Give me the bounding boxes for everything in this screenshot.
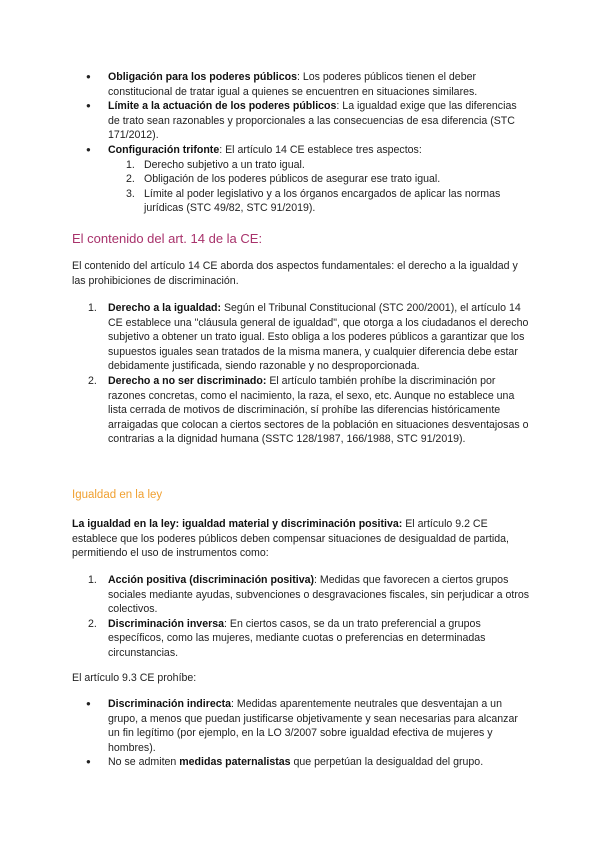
list-item xyxy=(72,187,530,216)
item-number: 2. xyxy=(126,173,135,186)
list-item xyxy=(72,374,530,447)
item-bold: Obligación para los poderes públicos xyxy=(108,71,297,83)
item-pre: No se admiten xyxy=(108,756,180,769)
item-bold: Configuración trifonte xyxy=(108,143,220,156)
item-bold: Derecho a la igualdad: xyxy=(108,302,222,314)
item-bold: Discriminación inversa xyxy=(108,617,224,630)
intro-text: El artículo 9.2 CE establece que los poderes públicos deben compensar situaciones de desigualdad de partida, permitiendo el uso de instrumentos como: xyxy=(72,518,509,560)
item-text: : Medidas aparentemente neutrales que desventajan a un grupo, a menos que puedan justificarse objetivamente y sean necesarias para alcanzar un fin legítimo (por ejemplo, en la LO 3/2007 sobre igualdad efectiva de mujeres y hombres). xyxy=(108,698,518,754)
section2-numbered-list xyxy=(72,573,530,661)
item-bold: Discriminación indirecta xyxy=(108,698,232,710)
item-text: : Medidas que favorecen a ciertos grupos sociales mediante ayudas, subvenciones o desgravaciones fiscales, sin perjudicar a otros colectivos. xyxy=(108,574,530,616)
item-number: 3. xyxy=(126,187,135,200)
list-item xyxy=(72,99,530,143)
list-item xyxy=(72,573,530,617)
item-number: 1. xyxy=(126,158,135,171)
item-bold: Límite a la actuación de los poderes públicos xyxy=(108,100,337,113)
item-text: : El artículo 14 CE establece tres aspectos: xyxy=(219,143,422,156)
list-item xyxy=(72,301,530,374)
item-text: El artículo también prohíbe la discriminación por razones concretas, como el nacimiento, la raza, el sexo, etc. Aunque no establece una lista cerrada de motivos de discriminación, sí prohíbe las diferencias históricamente arraigadas que colocan a ciertos sectores de la población en situaciones desventajosas o contrarias a la dignidad humana (SSTC 128/1987, 166/1988, STC 91/2019). xyxy=(108,374,529,446)
list-item xyxy=(72,697,530,755)
item-number: 2. xyxy=(88,617,97,630)
item-text: Obligación de los poderes públicos de asegurar ese trato igual. xyxy=(144,173,441,186)
item-number: 1. xyxy=(88,574,97,586)
item-text: que perpetúan la desigualdad del grupo. xyxy=(290,756,484,769)
item-text: : La igualdad exige que las diferencias de trato sean razonables y proporcionales a las consecuencias de esa diferencia (STC 171/2012). xyxy=(108,100,517,142)
list-item xyxy=(72,143,530,158)
item-bold: Acción positiva (discriminación positiva) xyxy=(108,574,315,586)
list-item xyxy=(72,158,530,173)
section1-intro: El contenido del artículo 14 CE aborda dos aspectos fundamentales: el derecho a la igualdad y las prohibiciones de discriminación. xyxy=(72,260,518,287)
section-heading-contenido: El contenido del art. 14 de la CE: xyxy=(72,231,263,246)
trifonte-sublist xyxy=(72,158,530,216)
section1-numbered-list xyxy=(72,301,530,447)
list-item xyxy=(72,172,530,187)
item-number: 1. xyxy=(88,302,97,314)
item-bold: Derecho a no ser discriminado: xyxy=(108,374,267,387)
item-text: Límite al poder legislativo y a los órganos encargados de aplicar las normas jurídicas (STC 49/82, STC 91/2019). xyxy=(144,187,501,215)
item-text: : Los poderes públicos tienen el deber constitucional de tratar igual a quienes se encuentren en situaciones similares. xyxy=(108,71,478,98)
item-text: Según el Tribunal Constitucional (STC 200/2001), el artículo 14 CE establece una "cláusula general de igualdad", que otorga a los ciudadanos el derecho subjetivo a obtener un trato igual. Esto obliga a los poderes públicos a garantizar que los supuestos iguales sean tratados de la misma manera, y cualquier diferencia debe estar debidamente justificada, siendo razonable y no desproporcionada. xyxy=(108,302,529,373)
section2-bullet-list xyxy=(72,697,530,770)
item-number: 2. xyxy=(88,374,97,387)
section2-prohibe: El artículo 9.3 CE prohíbe: xyxy=(72,672,197,684)
list-item xyxy=(72,617,530,661)
list-item xyxy=(72,70,530,99)
item-text: Derecho subjetivo a un trato igual. xyxy=(144,158,305,171)
section2-intro xyxy=(72,517,528,561)
intro-bold: La igualdad en la ley: igualdad material y discriminación positiva: xyxy=(72,518,403,530)
section-heading-igualdad: Igualdad en la ley xyxy=(72,489,163,501)
item-text: : En ciertos casos, se da un trato preferencial a grupos específicos, como las mujeres, mediante cuotas o preferencias en determinadas circunstancias. xyxy=(108,617,486,659)
list-item xyxy=(72,755,530,770)
top-bullet-list xyxy=(72,70,530,216)
item-bold: medidas paternalistas xyxy=(179,756,291,769)
